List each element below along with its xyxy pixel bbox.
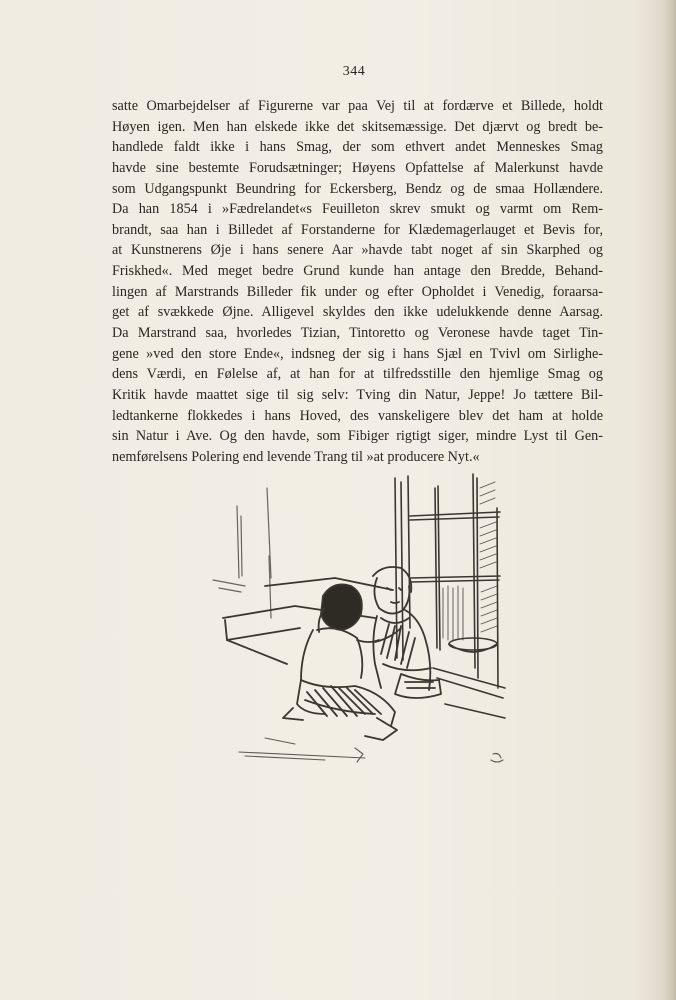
text-line: satte Omarbejdelser af Figurerne var paa Vej til at fordærve et Billede, holdt	[112, 98, 603, 114]
text-line: som Udgangspunkt Beundring for Eckersberg, Bendz og de smaa Hollændere.	[112, 180, 603, 197]
sketch-illustration	[205, 468, 510, 773]
text-line: get af svækkede Øjne. Alligevel skyldes den ikke udelukkende denne Aarsag.	[112, 304, 603, 321]
text-line: Høyen igen. Men han elskede ikke det skitsemæssige. Det djærvt og bredt be-	[112, 118, 603, 135]
text-line: at Kunstnerens Øje i hans senere Aar »havde tabt noget af sin Skarphed og	[112, 242, 603, 259]
page-edge-shadow	[662, 0, 676, 1000]
body-text	[112, 96, 603, 468]
text-line: gene »ved den store Ende«, indsneg der sig i hans Sjæl en Tvivl om Sirlighe-	[112, 345, 603, 362]
text-line: havde sine bestemte Forudsætninger; Høyens Opfattelse af Malerkunst havde	[112, 159, 603, 176]
text-line: Da han 1854 i »Fædrelandet«s Feuilleton skrev smukt og varmt om Rem-	[112, 201, 603, 218]
text-line: handlede faldt ikke i hans Smag, der som ethvert andet Menneskes Smag	[112, 139, 603, 156]
text-line: nemførelsens Polering end levende Trang til »at producere Nyt.«	[112, 448, 480, 465]
text-line: Kritik havde maattet sige til sig selv: Tving din Natur, Jeppe! Jo tættere Bil-	[112, 386, 603, 403]
text-line: brandt, saa han i Billedet af Forstanderne for Klædemagerlauget et Bevis for,	[112, 221, 603, 238]
text-line: sin Natur i Ave. Og den havde, som Fibiger rigtigt siger, mindre Lyst til Gen-	[112, 428, 603, 445]
text-line: Da Marstrand saa, hvorledes Tizian, Tintoretto og Veronese havde taget Tin-	[112, 325, 603, 342]
sketch-two-children-icon	[205, 468, 510, 773]
text-line: ledtankerne flokkedes i hans Hoved, des vanskeligere blev det ham at holde	[112, 407, 603, 424]
text-line: lingen af Marstrands Billeder fik under og efter Opholdet i Venedig, foraarsa-	[112, 283, 603, 300]
text-line: Friskhed«. Med meget bedre Grund kunde han antage den Bredde, Behand-	[112, 263, 603, 280]
text-line: dens Værdi, en Følelse af, at han for at tilfredsstille den hjemlige Smag og	[112, 366, 603, 383]
page-number: 344	[342, 64, 366, 79]
